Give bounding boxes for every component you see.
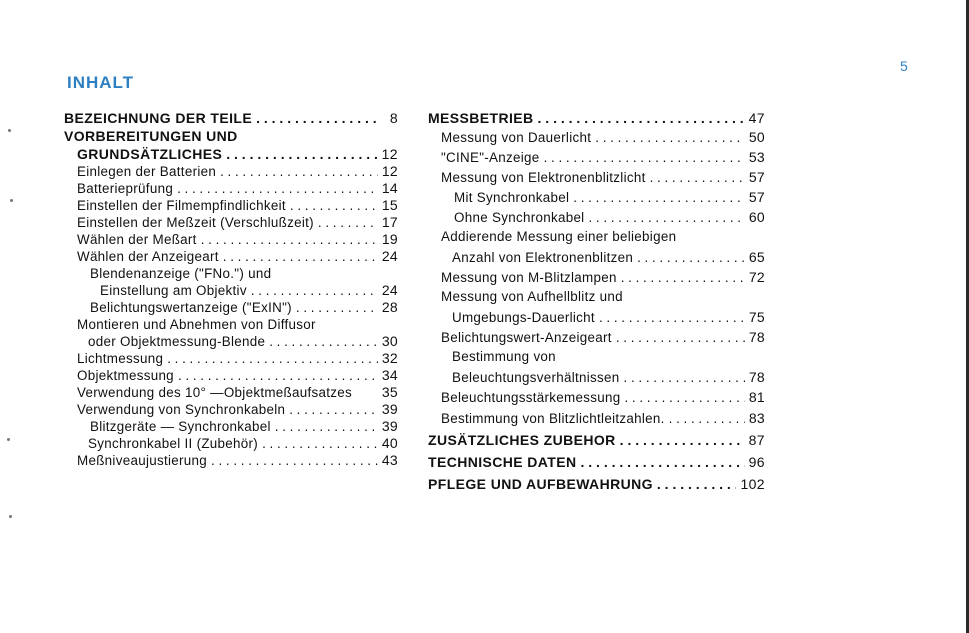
toc-entry [428,451,765,473]
toc-leader-dots [223,248,378,265]
toc-entry-label: Objektmessung [77,368,174,383]
toc-entry [64,367,398,384]
toc-entry [64,197,398,214]
toc-entry-label: BEZEICHNUNG DER TEILE [64,110,253,126]
toc-entry-page-number: 57 [748,169,765,185]
toc-entry [64,452,398,469]
toc-entry-page-number: 24 [381,282,398,298]
toc-entry [428,347,765,367]
toc-leader-dots [269,333,378,350]
toc-entry-page-number: 8 [389,110,398,126]
toc-entry [64,350,398,367]
toc-leader-dots [657,473,737,495]
toc-leader-dots [669,408,745,429]
toc-leader-dots [289,401,378,418]
toc-entry-page-number: 24 [381,248,398,264]
toc-entry-label: Bestimmung von [452,349,556,364]
toc-entry-page-number: 14 [381,180,398,196]
toc-entry-label: TECHNISCHE DATEN [428,454,577,470]
toc-entry-page-number: 50 [748,129,765,145]
toc-entry [64,163,398,180]
toc-entry-label: VORBEREITUNGEN UND [64,128,238,144]
toc-entry-page-number: 30 [381,333,398,349]
toc-entry [428,327,765,347]
toc-entry-label: oder Objektmessung-Blende [88,334,266,349]
toc-entry [428,167,765,187]
toc-entry-page-number: 15 [381,197,398,213]
toc-leader-dots [226,145,377,163]
scan-speck [7,438,10,441]
toc-leader-dots [251,282,378,299]
toc-entry [64,418,398,435]
toc-entry-label: Messung von Dauerlicht [441,130,592,145]
toc-entry-page-number: 83 [748,410,765,426]
toc-entry-label: Umgebungs-Dauerlicht [452,310,595,325]
toc-entry [64,127,398,145]
toc-entry-label: Batterieprüfung [77,181,174,196]
toc-entry-label: Addierende Messung einer beliebigen [441,229,677,244]
toc-entry-label: Beleuchtungsverhältnissen [452,370,620,385]
toc-entry-label: Mit Synchronkabel [454,190,570,205]
toc-entry-page-number: 39 [381,401,398,417]
toc-entry-page-number: 75 [748,309,765,325]
toc-entry [428,127,765,147]
toc-entry [428,473,765,495]
toc-entry [428,307,765,327]
toc-entry-label: Lichtmessung [77,351,164,366]
toc-entry-page-number: 35 [381,384,398,400]
toc-entry [64,435,398,452]
toc-entry-label: ZUSÄTZLICHES ZUBEHOR [428,432,616,448]
toc-leader-dots [275,418,378,435]
toc-entry [64,231,398,248]
toc-entry-page-number: 102 [740,476,765,492]
toc-entry [64,299,398,316]
toc-entry-page-number: 12 [381,163,398,179]
toc-leader-dots [624,368,745,387]
toc-entry-page-number: 12 [381,146,398,162]
toc-left-column [64,109,398,469]
toc-entry-label: Blendenanzeige ("FNo.") und [90,266,272,281]
toc-entry [428,267,765,287]
toc-entry-label: Messung von M-Blitzlampen [441,270,617,285]
toc-leader-dots [296,299,378,316]
toc-entry [428,367,765,387]
toc-leader-dots [318,214,378,231]
toc-entry-page-number: 40 [381,435,398,451]
toc-leader-dots [538,109,745,127]
toc-entry [428,387,765,407]
toc-title: INHALT [67,73,135,92]
toc-entry-label: "CINE"-Anzeige [441,150,540,165]
toc-entry-label: Wählen der Anzeigeart [77,249,219,264]
toc-entry [64,180,398,197]
toc-entry-page-number: 78 [748,329,765,345]
toc-leader-dots [201,231,378,248]
toc-entry-page-number: 57 [748,189,765,205]
toc-entry [428,407,765,429]
toc-entry-label: GRUNDSÄTZLICHES [77,146,223,162]
toc-entry-label: Verwendung des 10° —Objektmeßaufsatzes [77,385,353,400]
toc-entry [64,145,398,163]
toc-entry-label: Blitzgeräte — Synchronkabel [90,419,271,434]
toc-entry-label: Ohne Synchronkabel [454,210,585,225]
toc-leader-dots [262,435,378,452]
toc-entry [428,227,765,247]
toc-leader-dots [580,451,744,473]
scan-speck [8,129,11,132]
toc-entry-page-number: 60 [748,209,765,225]
toc-entry-label: Einlegen der Batterien [77,164,217,179]
toc-entry-page-number: 19 [381,231,398,247]
toc-leader-dots [544,148,745,167]
toc-entry-page-number: 87 [748,432,765,448]
toc-entry-label: Einstellen der Meßzeit (Verschlußzeit) [77,215,314,230]
toc-leader-dots [621,268,745,287]
toc-entry-label: Wählen der Meßart [77,232,197,247]
toc-leader-dots [573,188,745,207]
toc-leader-dots [624,388,744,407]
toc-leader-dots [256,109,380,127]
toc-leader-dots [211,452,378,469]
toc-entry-page-number: 39 [381,418,398,434]
toc-entry-label: Messung von Aufhellblitz und [441,289,623,304]
toc-entry-page-number: 28 [381,299,398,315]
scan-speck [9,515,12,518]
toc-entry [428,287,765,307]
toc-entry-page-number: 96 [748,454,765,470]
toc-entry [64,384,398,401]
toc-entry-page-number: 34 [381,367,398,383]
toc-entry-page-number: 17 [381,214,398,230]
toc-entry [428,109,765,127]
toc-entry [428,187,765,207]
toc-entry [64,316,398,333]
toc-entry-label: Einstellung am Objektiv [100,283,247,298]
toc-entry-label: Belichtungswert-Anzeigeart [441,330,612,345]
toc-entry-page-number: 47 [748,110,765,126]
toc-leader-dots [650,168,745,187]
toc-leader-dots [290,197,378,214]
toc-entry-page-number: 53 [748,149,765,165]
toc-leader-dots [620,429,745,451]
toc-entry [64,333,398,350]
scan-speck [10,199,13,202]
toc-entry [64,401,398,418]
toc-entry-label: Anzahl von Elektronenblitzen [452,250,634,265]
page-number: 5 [900,58,908,74]
toc-entry [64,282,398,299]
toc-leader-dots [177,180,378,197]
toc-entry-page-number: 65 [748,249,765,265]
toc-leader-dots [588,208,744,227]
toc-leader-dots [637,248,745,267]
toc-entry [428,429,765,451]
toc-entry-label: Verwendung von Synchronkabeln [77,402,286,417]
toc-entry-label: Meßniveaujustierung [77,453,208,468]
toc-entry-page-number: 81 [748,389,765,405]
toc-entry [428,247,765,267]
toc-entry-page-number: 43 [381,452,398,468]
toc-entry [64,109,398,127]
toc-entry-page-number: 32 [381,350,398,366]
toc-leader-dots [167,350,378,367]
toc-entry [428,207,765,227]
toc-entry-label: Bestimmung von Blitzlichtleitzahlen. [441,411,665,426]
toc-entry-label: PFLEGE UND AUFBEWAHRUNG [428,476,653,492]
toc-entry-label: Synchronkabel II (Zubehör) [88,436,259,451]
toc-entry [428,147,765,167]
toc-entry-label: Montieren und Abnehmen von Diffusor [77,317,316,332]
toc-leader-dots [220,163,378,180]
toc-entry-label: Einstellen der Filmempfindlichkeit [77,198,286,213]
toc-entry-label: Beleuchtungsstärkemessung [441,390,621,405]
toc-leader-dots [616,328,745,347]
toc-entry-label: Messung von Elektronenblitzlicht [441,170,646,185]
toc-leader-dots [595,128,745,147]
toc-entry-page-number: 72 [748,269,765,285]
toc-entry-label: MESSBETRIEB [428,110,534,126]
toc-entry [64,248,398,265]
toc-entry-page-number: 78 [748,369,765,385]
toc-entry [64,214,398,231]
toc-entry-label: Belichtungswertanzeige ("ExIN") [90,300,292,315]
toc-entry [64,265,398,282]
toc-leader-dots [178,367,378,384]
toc-right-column [428,109,765,495]
toc-leader-dots [599,308,745,327]
